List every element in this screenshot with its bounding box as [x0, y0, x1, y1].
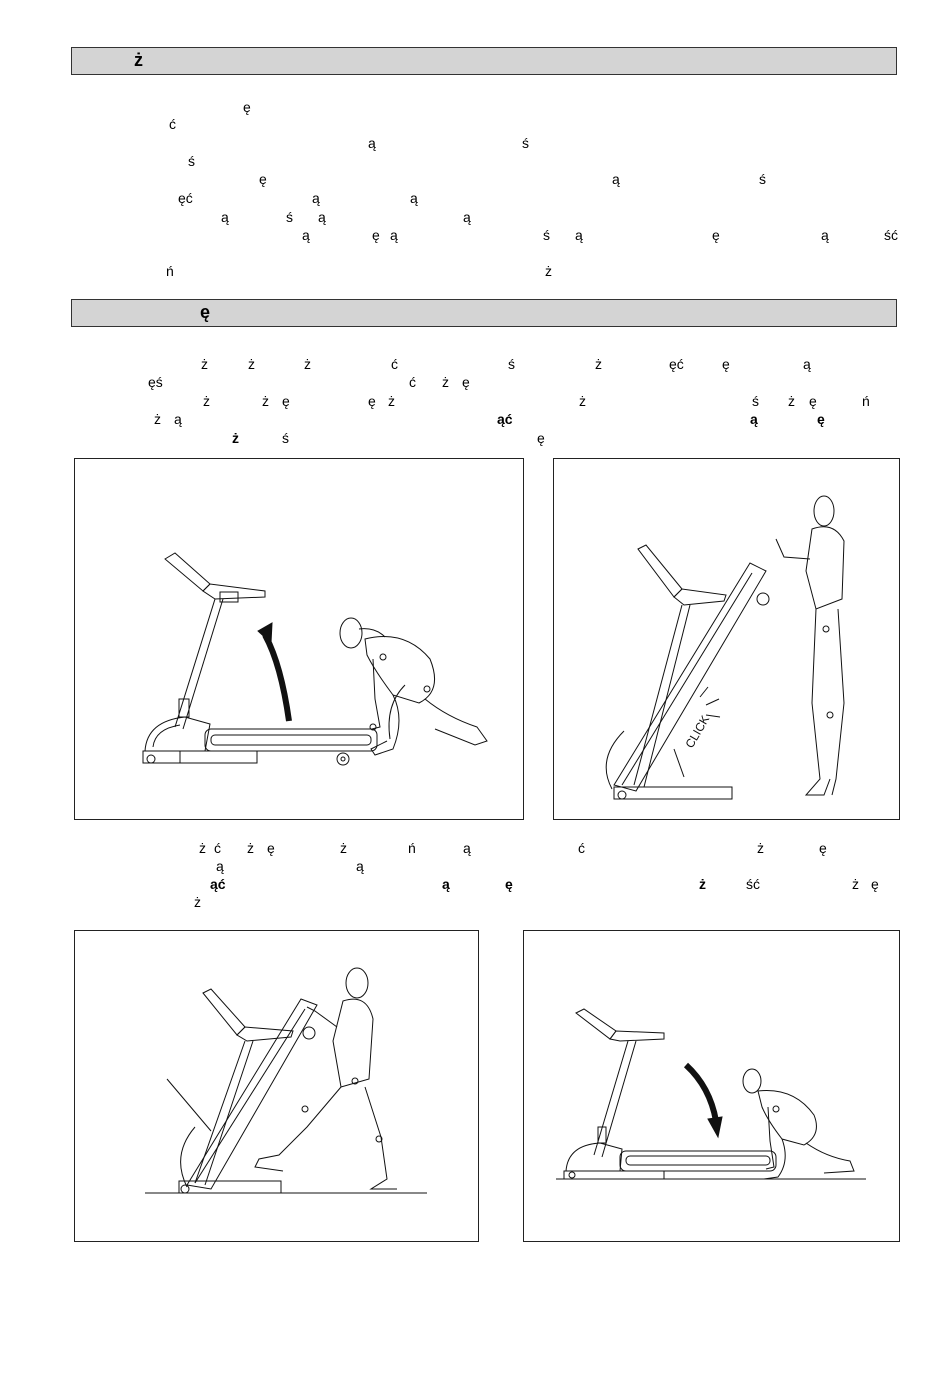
glyph: ż — [788, 393, 795, 409]
glyph: ż — [248, 356, 255, 372]
glyph: ś — [759, 171, 766, 187]
glyph: ń — [166, 263, 174, 279]
glyph: ż — [852, 876, 859, 892]
glyph: ć — [169, 116, 176, 132]
glyph: ć — [409, 374, 416, 390]
click-label: CLICK — [682, 712, 713, 751]
glyph-bold: ą — [442, 876, 450, 892]
glyph-bold: ę — [817, 411, 825, 427]
glyph: ś — [543, 227, 550, 243]
glyph: ą — [575, 227, 583, 243]
glyph: ęć — [669, 356, 684, 372]
glyph: ę — [267, 840, 275, 856]
glyph-bold: ą — [750, 411, 758, 427]
glyph: ż — [201, 356, 208, 372]
glyph: ą — [803, 356, 811, 372]
glyph: ń — [862, 393, 870, 409]
glyph: ą — [463, 209, 471, 225]
glyph: ą — [312, 190, 320, 206]
glyph: ń — [408, 840, 416, 856]
figure-2-deck-upright — [553, 458, 900, 820]
figure-4-lower-deck — [523, 930, 900, 1242]
glyph: ą — [410, 190, 418, 206]
glyph: ż — [262, 393, 269, 409]
glyph: ę — [368, 393, 376, 409]
glyph: ż — [340, 840, 347, 856]
glyph: ą — [356, 858, 364, 874]
glyph: ż — [545, 263, 552, 279]
glyph: ż — [199, 840, 206, 856]
glyph: ż — [757, 840, 764, 856]
glyph: ęś — [148, 374, 163, 390]
glyph: ę — [722, 356, 730, 372]
glyph: ę — [819, 840, 827, 856]
glyph: ę — [372, 227, 380, 243]
glyph: ż — [203, 393, 210, 409]
glyph: ę — [259, 171, 267, 187]
glyph: ą — [612, 171, 620, 187]
glyph: ż — [595, 356, 602, 372]
glyph-bold: ę — [505, 876, 513, 892]
glyph: ę — [871, 876, 879, 892]
figure-1-lift-deck — [74, 458, 524, 820]
treadmill-illustration — [143, 553, 377, 765]
glyph: ą — [318, 209, 326, 225]
glyph: ś — [188, 153, 195, 169]
glyph: ą — [463, 840, 471, 856]
glyph: ż — [388, 393, 395, 409]
kneeling-person-illustration — [743, 1069, 854, 1179]
glyph-bold: ąć — [210, 876, 226, 892]
glyph: ż — [442, 374, 449, 390]
lunging-person-illustration — [255, 968, 397, 1189]
standing-person-illustration — [776, 496, 844, 795]
section-heading-2 — [71, 299, 897, 327]
glyph: ć — [214, 840, 221, 856]
glyph: ą — [216, 858, 224, 874]
glyph: ć — [391, 356, 398, 372]
glyph: ą — [821, 227, 829, 243]
up-arrow-icon — [258, 623, 289, 721]
glyph: ą — [221, 209, 229, 225]
treadmill-illustration — [564, 1009, 776, 1179]
glyph: ś — [752, 393, 759, 409]
glyph: ść — [884, 227, 898, 243]
glyph: ę — [712, 227, 720, 243]
glyph: ść — [746, 876, 760, 892]
glyph: ę — [809, 393, 817, 409]
glyph: ż — [247, 840, 254, 856]
click-burst-icon — [682, 687, 720, 751]
glyph: ż — [304, 356, 311, 372]
down-arrow-icon — [686, 1065, 722, 1137]
glyph: ą — [174, 411, 182, 427]
callout-line — [167, 1079, 211, 1131]
glyph-bold: ąć — [497, 411, 513, 427]
glyph-bold: ż — [232, 430, 239, 446]
glyph-bold: ż — [699, 876, 706, 892]
glyph: ę — [282, 393, 290, 409]
glyph: ż — [579, 393, 586, 409]
glyph: ś — [282, 430, 289, 446]
treadmill-illustration — [606, 545, 769, 799]
treadmill-illustration — [179, 989, 317, 1193]
glyph: ś — [508, 356, 515, 372]
glyph: ęć — [178, 190, 193, 206]
kneeling-person-illustration — [340, 618, 487, 755]
section-heading-1-text: ż — [134, 50, 143, 70]
section-heading-2-text: ę — [200, 302, 211, 322]
glyph: ą — [368, 135, 376, 151]
glyph: ż — [154, 411, 161, 427]
glyph: ś — [286, 209, 293, 225]
glyph: ą — [390, 227, 398, 243]
glyph: ś — [522, 135, 529, 151]
glyph: ż — [194, 894, 201, 910]
glyph: ę — [537, 430, 545, 446]
glyph: ć — [578, 840, 585, 856]
figure-3-release-deck — [74, 930, 479, 1242]
section-heading-1 — [71, 47, 897, 75]
glyph: ą — [302, 227, 310, 243]
glyph: ę — [243, 99, 251, 115]
glyph: ę — [462, 374, 470, 390]
